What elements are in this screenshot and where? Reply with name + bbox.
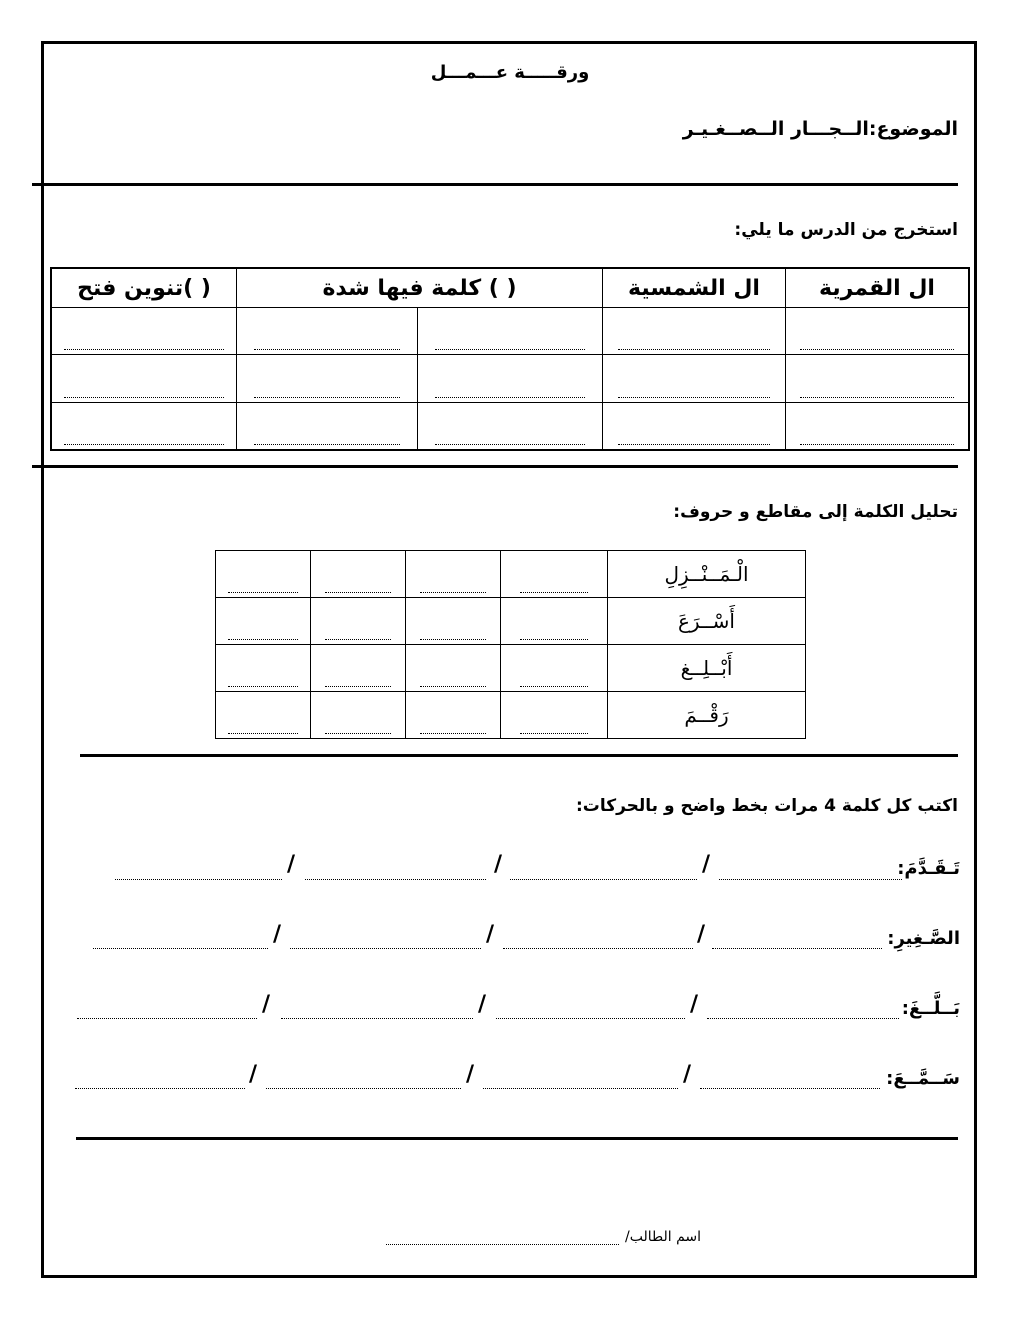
- answer-blank[interactable]: [618, 396, 770, 398]
- write-blank[interactable]: [266, 1088, 461, 1089]
- divider: [80, 754, 958, 757]
- write-blank[interactable]: [700, 1088, 880, 1089]
- separator: /: [494, 852, 503, 877]
- write-blank[interactable]: [496, 1018, 685, 1019]
- write-blank[interactable]: [77, 1018, 257, 1019]
- answer-blank[interactable]: [325, 732, 391, 734]
- separator: /: [486, 922, 495, 947]
- answer-blank[interactable]: [618, 348, 770, 350]
- col-header-shamsiya: ال الشمسية: [603, 268, 786, 308]
- col-header-shadda: كلمة فيها شدة ( ): [237, 268, 603, 308]
- write-blank[interactable]: [712, 948, 882, 949]
- answer-blank[interactable]: [254, 396, 400, 398]
- word-cell: أَبْــلِــغ: [608, 645, 806, 692]
- answer-blank[interactable]: [228, 591, 298, 593]
- answer-blank[interactable]: [228, 638, 298, 640]
- write-blank[interactable]: [290, 948, 481, 949]
- section3-instruction: اكتب كل كلمة 4 مرات بخط واضح و بالحركات:: [575, 796, 958, 816]
- answer-blank[interactable]: [254, 348, 400, 350]
- write-word-label: الصَّـغِيرِ:: [887, 928, 960, 949]
- answer-blank[interactable]: [800, 396, 954, 398]
- worksheet-title: ورقـــــة عـــمـــل: [430, 62, 590, 83]
- separator: /: [478, 992, 487, 1017]
- syllable-table: [215, 550, 806, 739]
- topic-value: الــجـــار الــصــغـيـر: [682, 118, 869, 140]
- write-blank[interactable]: [93, 948, 268, 949]
- word-cell: رَقْــمَ: [608, 692, 806, 739]
- section1-instruction: استخرج من الدرس ما يلي:: [734, 220, 958, 240]
- write-blank[interactable]: [115, 879, 282, 880]
- write-word-label: بَــلَّــغَ:: [901, 998, 960, 1019]
- write-blank[interactable]: [719, 879, 902, 880]
- answer-blank[interactable]: [325, 591, 391, 593]
- col-header-qamariya: ال القمرية: [786, 268, 970, 308]
- answer-blank[interactable]: [800, 443, 954, 445]
- topic-label: الموضوع:: [868, 118, 958, 140]
- answer-blank[interactable]: [520, 638, 588, 640]
- separator: /: [466, 1062, 475, 1087]
- write-blank[interactable]: [510, 879, 697, 880]
- separator: /: [683, 1062, 692, 1087]
- answer-blank[interactable]: [435, 348, 585, 350]
- answer-blank[interactable]: [64, 348, 224, 350]
- write-word-label: سَــمَّــعَ:: [886, 1068, 960, 1089]
- write-blank[interactable]: [503, 948, 693, 949]
- word-cell: الْـمَــنْــزِلِ: [608, 551, 806, 598]
- student-name-field[interactable]: [386, 1244, 619, 1245]
- divider: [32, 183, 958, 186]
- extract-table: [50, 267, 970, 451]
- answer-blank[interactable]: [420, 591, 486, 593]
- write-word-label: تَـقَـدَّمَ:: [897, 858, 960, 879]
- answer-blank[interactable]: [64, 443, 224, 445]
- write-blank[interactable]: [305, 879, 486, 880]
- answer-blank[interactable]: [420, 638, 486, 640]
- answer-blank[interactable]: [618, 443, 770, 445]
- separator: /: [262, 992, 271, 1017]
- separator: /: [690, 992, 699, 1017]
- write-blank[interactable]: [707, 1018, 899, 1019]
- answer-blank[interactable]: [435, 396, 585, 398]
- answer-blank[interactable]: [520, 591, 588, 593]
- write-blank[interactable]: [483, 1088, 678, 1089]
- divider: [76, 1137, 958, 1140]
- col-header-tanween: تنوين فتح( ): [51, 268, 237, 308]
- divider: [32, 465, 958, 468]
- answer-blank[interactable]: [228, 685, 298, 687]
- answer-blank[interactable]: [254, 443, 400, 445]
- separator: /: [287, 852, 296, 877]
- separator: /: [249, 1062, 258, 1087]
- answer-blank[interactable]: [325, 685, 391, 687]
- answer-blank[interactable]: [520, 685, 588, 687]
- write-blank[interactable]: [75, 1088, 245, 1089]
- answer-blank[interactable]: [420, 732, 486, 734]
- answer-blank[interactable]: [325, 638, 391, 640]
- separator: /: [702, 852, 711, 877]
- answer-blank[interactable]: [228, 732, 298, 734]
- section2-instruction: تحليل الكلمة إلى مقاطع و حروف:: [673, 502, 958, 522]
- answer-blank[interactable]: [520, 732, 588, 734]
- student-name-label: اسم الطالب/: [625, 1229, 702, 1245]
- answer-blank[interactable]: [64, 396, 224, 398]
- answer-blank[interactable]: [420, 685, 486, 687]
- topic-line: [683, 118, 958, 140]
- word-cell: أَسْــرَعَ: [608, 598, 806, 645]
- answer-blank[interactable]: [800, 348, 954, 350]
- separator: /: [273, 922, 282, 947]
- answer-blank[interactable]: [435, 443, 585, 445]
- separator: /: [697, 922, 706, 947]
- write-blank[interactable]: [281, 1018, 473, 1019]
